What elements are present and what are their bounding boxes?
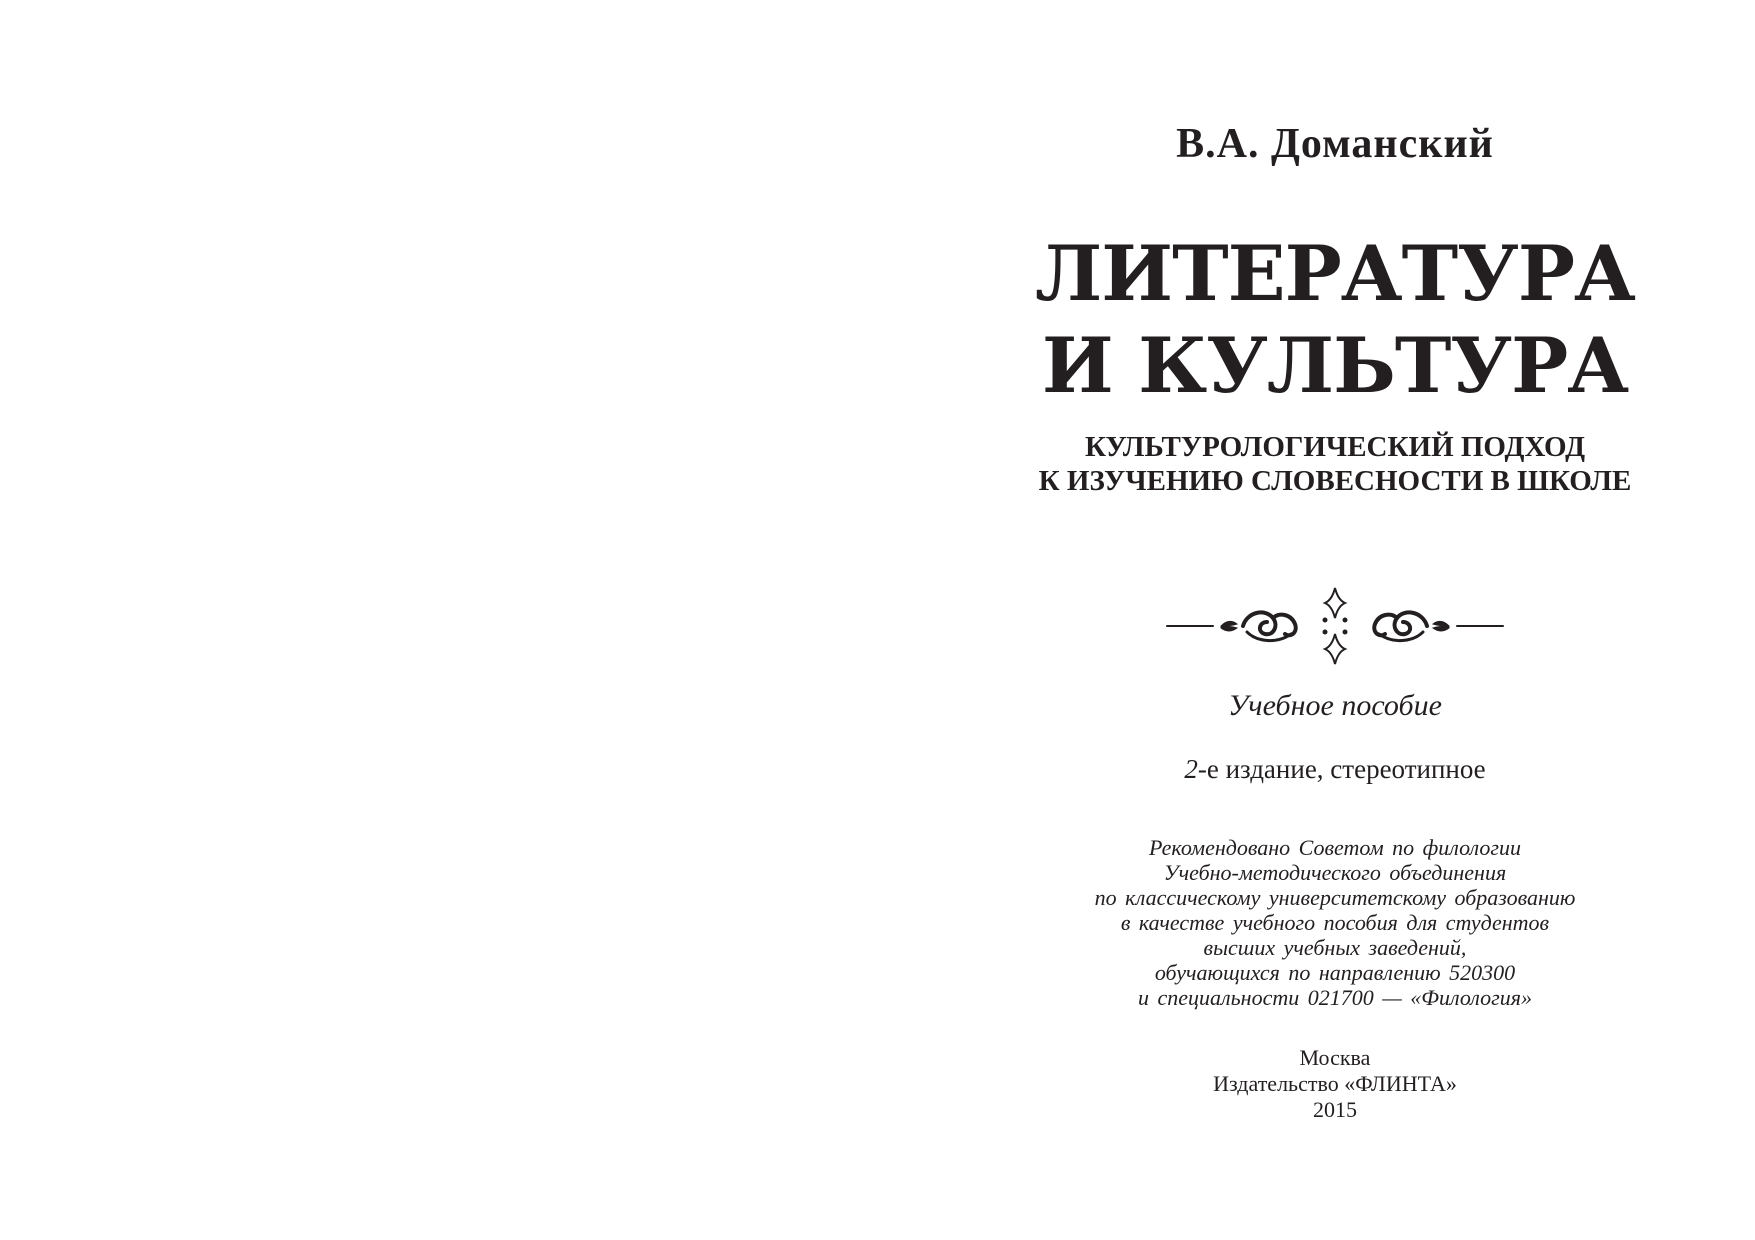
recommendation-line: по классическому университетскому образованию: [1094, 885, 1576, 910]
book-subtitle-line-2: К ИЗУЧЕНИЮ СЛОВЕСНОСТИ В ШКОЛЕ: [1038, 465, 1632, 497]
recommendation-note: [1015, 835, 1655, 1010]
left-blank-page: [0, 0, 877, 1240]
book-subtitle-line-1: КУЛЬТУРОЛОГИЧЕСКИЙ ПОДХОД: [1084, 431, 1586, 463]
imprint-publisher: Издательство «ФЛИНТА»: [1213, 1071, 1457, 1096]
book-title-line-1: ЛИТЕРАТУРА: [1035, 229, 1635, 318]
edition-text: -е издание, стереотипное: [1197, 754, 1486, 784]
imprint-year: 2015: [1313, 1097, 1357, 1122]
publisher-imprint: [1015, 1045, 1655, 1123]
recommendation-line: Рекомендовано Советом по филологии: [1149, 835, 1521, 860]
recommendation-line: высших учебных заведений,: [1203, 935, 1467, 960]
edition-info: [1015, 752, 1655, 786]
author-name: В.А. Доманский: [1176, 121, 1494, 167]
edition-number: 2: [1184, 754, 1198, 784]
book-title: [1015, 228, 1655, 412]
book-title-line-2: И КУЛЬТУРА: [1041, 321, 1629, 410]
decorative-flourish-icon: [1165, 586, 1505, 666]
recommendation-line: в качестве учебного пособия для студентов: [1120, 910, 1550, 935]
recommendation-line: и специальности 021700 — «Филология»: [1138, 985, 1532, 1010]
recommendation-line: обучающихся по направлению 520300: [1154, 960, 1516, 985]
recommendation-line: Учебно-методического объединения: [1163, 860, 1507, 885]
book-subtitle: [1015, 430, 1655, 498]
publication-genre: Учебное пособие: [1228, 689, 1442, 722]
imprint-city: Москва: [1299, 1045, 1371, 1070]
